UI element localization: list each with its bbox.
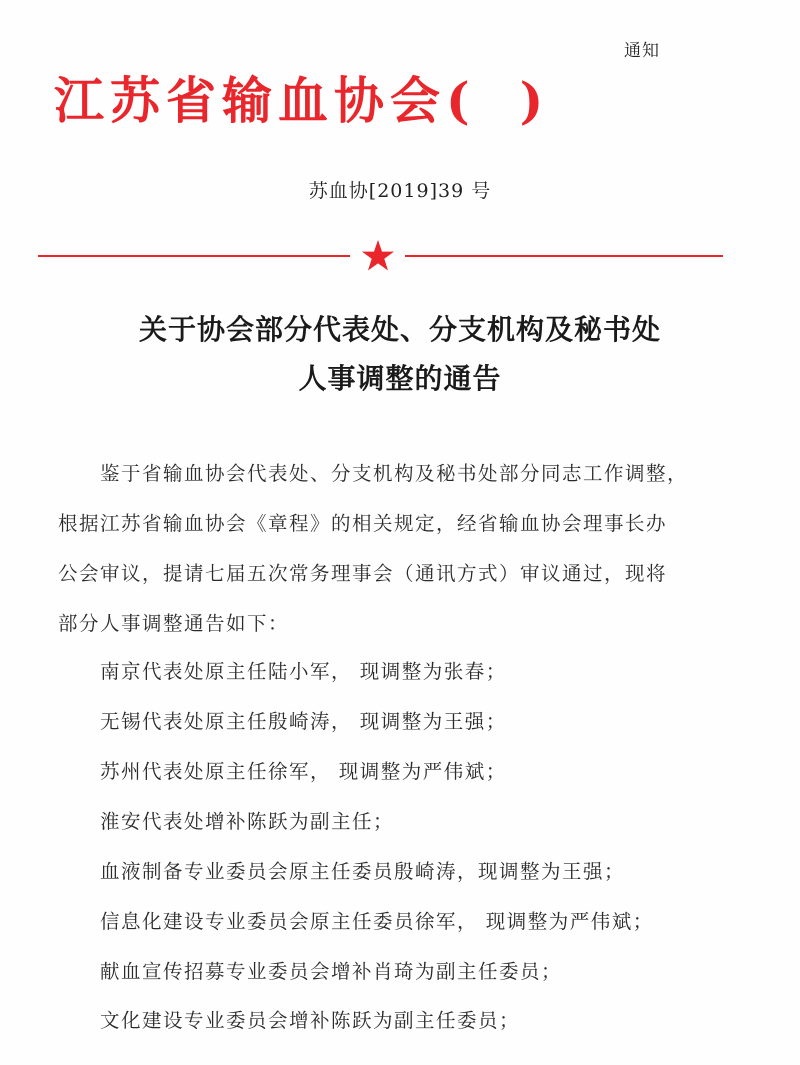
list-item: 文化建设专业委员会增补陈跃为副主任委员； — [100, 1009, 521, 1032]
list-item: 献血宣传招募专业委员会增补肖琦为副主任委员； — [100, 960, 563, 983]
divider-left — [38, 255, 350, 257]
org-header — [54, 66, 754, 136]
paren-close: ) — [519, 71, 550, 130]
paren-open: ( — [446, 71, 476, 130]
notice-title-line1: 关于协会部分代表处、分支机构及秘书处 — [138, 313, 661, 346]
list-item: 南京代表处原主任陆小军， 现调整为张春； — [100, 660, 507, 683]
list-item: 苏州代表处原主任徐军， 现调整为严伟斌； — [100, 760, 507, 783]
list-item: 无锡代表处原主任殷崎涛， 现调整为王强； — [100, 710, 507, 733]
paragraph-line: 鉴于省输血协会代表处、分支机构及秘书处部分同志工作调整， — [100, 462, 689, 485]
notice-tag: 通知 — [624, 41, 660, 61]
org-name: 江苏省输血协会 — [54, 71, 446, 130]
notice-title-line2: 人事调整的通告 — [298, 362, 502, 395]
list-item: 血液制备专业委员会原主任委员殷崎涛，现调整为王强； — [100, 860, 626, 883]
divider-right — [405, 255, 723, 257]
paragraph-line: 公会审议，提请七届五次常务理事会（通讯方式）审议通过，现将 — [58, 562, 668, 585]
star-icon — [361, 239, 395, 273]
list-item: 淮安代表处增补陈跃为副主任； — [100, 810, 395, 833]
paragraph-line: 部分人事调整通告如下： — [58, 612, 290, 635]
paragraph-line: 根据江苏省输血协会《章程》的相关规定，经省输血协会理事长办 — [58, 512, 668, 535]
list-item: 信息化建设专业委员会原主任委员徐军， 现调整为严伟斌； — [100, 910, 654, 933]
document-number: 苏血协[2019]39 号 — [308, 180, 492, 202]
